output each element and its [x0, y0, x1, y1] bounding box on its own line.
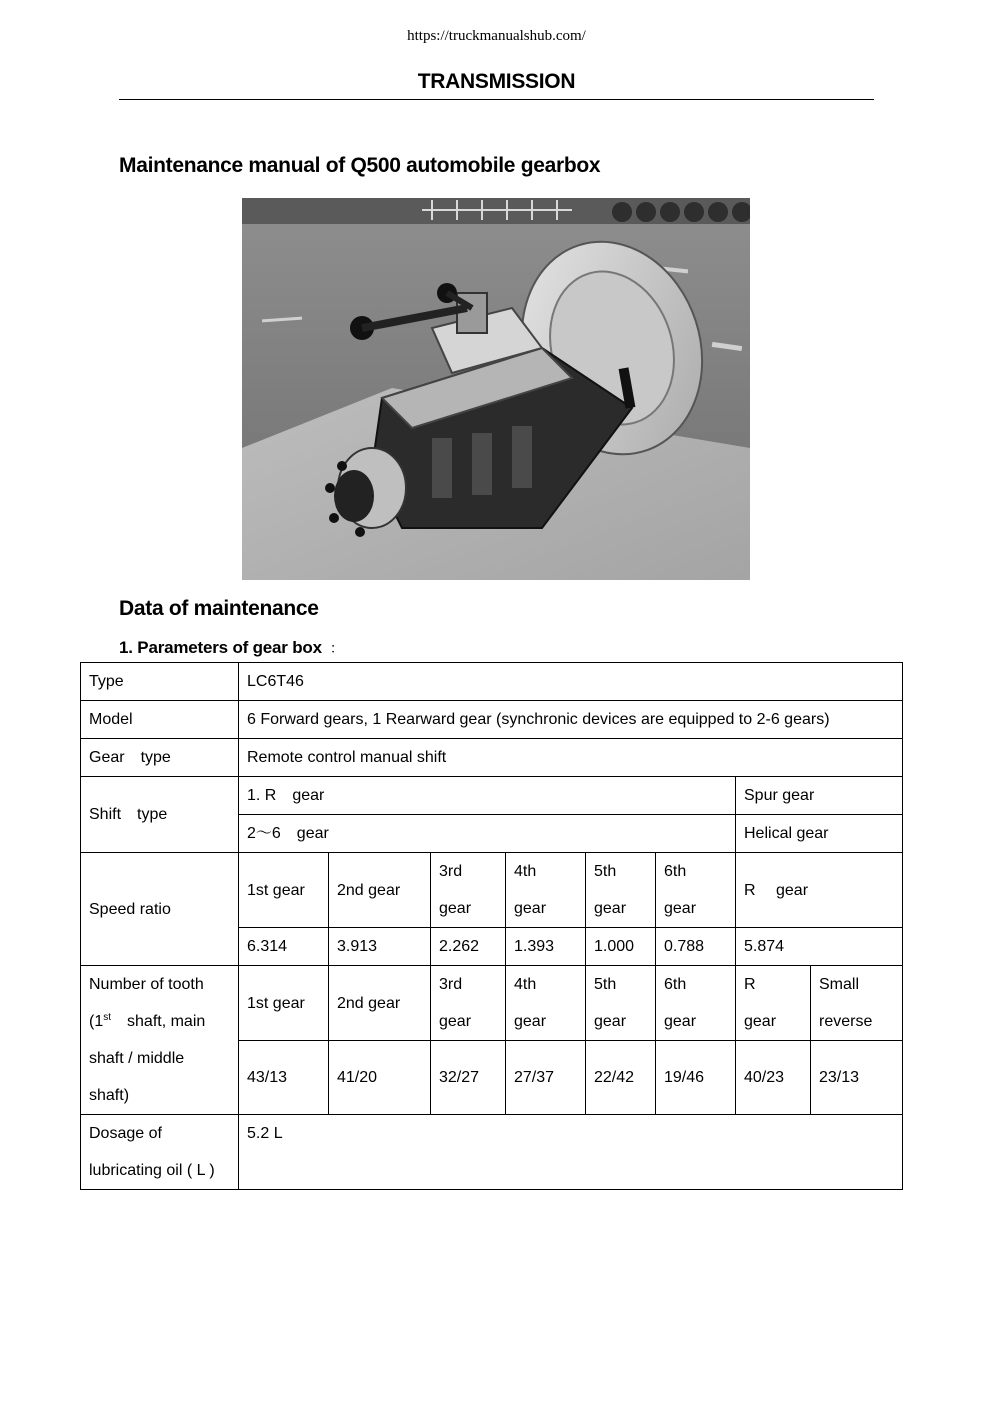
speed-ratio-value: 3.913: [329, 928, 431, 966]
model-label: Model: [81, 701, 239, 739]
parameters-heading: [119, 638, 344, 658]
tooth-count-value: 22/42: [586, 1041, 656, 1115]
label-part: (1: [89, 1013, 104, 1030]
header-line: 3rd: [439, 976, 463, 993]
label-part: shaft, main: [111, 1013, 206, 1030]
speed-ratio-value: 5.874: [736, 928, 903, 966]
header-line: gear: [514, 900, 547, 917]
header-line: 5th: [594, 863, 617, 880]
header-line: R: [744, 976, 756, 993]
tooth-gear-header: [656, 966, 736, 1041]
tooth-count-value: 23/13: [811, 1041, 903, 1115]
tooth-gear-header: [586, 966, 656, 1041]
oil-dosage-label: [81, 1115, 239, 1190]
tooth-count-value: 43/13: [239, 1041, 329, 1115]
header-line: gear: [664, 900, 697, 917]
tooth-gear-header: [431, 966, 506, 1041]
shift-kind-cell: Spur gear: [736, 777, 903, 815]
type-label: Type: [81, 663, 239, 701]
ordinal-suffix: st: [103, 1012, 112, 1023]
tooth-gear-header: 2nd gear: [329, 966, 431, 1041]
model-value: 6 Forward gears, 1 Rearward gear (synchronic devices are equipped to 2-6 gears): [239, 701, 903, 739]
title-divider: [119, 99, 874, 100]
table-row: [81, 663, 903, 701]
type-value: LC6T46: [239, 663, 903, 701]
label-line: shaft / middle: [89, 1050, 185, 1067]
speed-ratio-gear-header: [506, 853, 586, 928]
speed-ratio-value: 1.000: [586, 928, 656, 966]
speed-ratio-value: 2.262: [431, 928, 506, 966]
shift-gear-cell: 2～6 gear: [239, 815, 736, 853]
page-title: TRANSMISSION: [417, 70, 576, 93]
header-line: 4th: [514, 976, 537, 993]
speed-ratio-gear-header: [586, 853, 656, 928]
header-line: gear: [594, 900, 627, 917]
tooth-count-value: 41/20: [329, 1041, 431, 1115]
table-row: [81, 853, 903, 928]
gearbox-parameters-table: [80, 662, 903, 1190]
header-line: 5th: [594, 976, 617, 993]
label-line: Number of tooth: [89, 976, 204, 993]
data-of-maintenance-heading: Data of maintenance: [119, 597, 319, 620]
header-line: 3rd: [439, 863, 463, 880]
table-row: [81, 777, 903, 815]
table-row: [81, 701, 903, 739]
tooth-count-value: 32/27: [431, 1041, 506, 1115]
oil-dosage-value: 5.2 L: [239, 1115, 903, 1190]
header-line: gear: [664, 1013, 697, 1030]
header-line: gear: [594, 1013, 627, 1030]
tooth-count-value: 27/37: [506, 1041, 586, 1115]
header-line: gear: [439, 1013, 472, 1030]
shift-type-label: Shift type: [81, 777, 239, 853]
shift-kind-cell: Helical gear: [736, 815, 903, 853]
parameters-heading-text: 1. Parameters of gear box: [119, 638, 322, 657]
parameters-heading-colon: ：: [329, 640, 344, 656]
speed-ratio-value: 6.314: [239, 928, 329, 966]
tooth-gear-header: [736, 966, 811, 1041]
tooth-gear-header: 1st gear: [239, 966, 329, 1041]
label-line: lubricating oil ( L ): [89, 1162, 215, 1179]
tooth-count-value: 19/46: [656, 1041, 736, 1115]
table-row: [81, 739, 903, 777]
header-line: 6th: [664, 863, 687, 880]
table-row: [81, 1115, 903, 1190]
tooth-count-value: 40/23: [736, 1041, 811, 1115]
section-title: Maintenance manual of Q500 automobile gearbox: [119, 154, 601, 177]
tooth-count-label: [81, 966, 239, 1115]
speed-ratio-gear-header: 2nd gear: [329, 853, 431, 928]
source-url: https://truckmanualshub.com/: [407, 28, 586, 44]
gearbox-photo: [242, 198, 750, 580]
speed-ratio-value: 0.788: [656, 928, 736, 966]
speed-ratio-gear-header: R gear: [736, 853, 903, 928]
gear-type-label: Gear type: [81, 739, 239, 777]
header-line: Small: [819, 976, 860, 993]
speed-ratio-label: Speed ratio: [81, 853, 239, 966]
speed-ratio-gear-header: [656, 853, 736, 928]
shift-gear-cell: 1. R gear: [239, 777, 736, 815]
header-line: gear: [439, 900, 472, 917]
header-line: reverse: [819, 1013, 873, 1030]
label-line: shaft): [89, 1087, 130, 1104]
table-row: [81, 966, 903, 1041]
speed-ratio-value: 1.393: [506, 928, 586, 966]
label-line: [89, 1003, 230, 1040]
header-line: gear: [744, 1013, 777, 1030]
tooth-gear-header: [506, 966, 586, 1041]
speed-ratio-gear-header: 1st gear: [239, 853, 329, 928]
gear-type-value: Remote control manual shift: [239, 739, 903, 777]
label-line: Dosage of: [89, 1125, 162, 1142]
header-line: 6th: [664, 976, 687, 993]
tooth-gear-header: [811, 966, 903, 1041]
header-line: 4th: [514, 863, 537, 880]
header-line: gear: [514, 1013, 547, 1030]
speed-ratio-gear-header: [431, 853, 506, 928]
